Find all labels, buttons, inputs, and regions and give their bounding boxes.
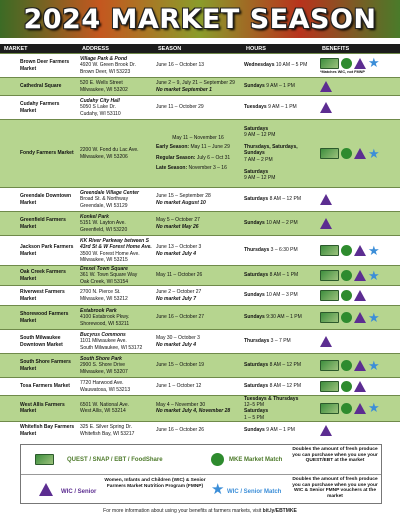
- text-line: 1101 Milwaukee Ave.: [80, 338, 127, 345]
- hours-part: 10 AM – 5 PM: [274, 62, 308, 69]
- table-row: [0, 236, 400, 266]
- table-row: [0, 266, 400, 286]
- wic-senior-triangle-icon: [354, 290, 366, 301]
- market-address: [78, 212, 154, 236]
- legend-mke-desc: Doubles the amount of fresh produce you can purchase when you use your QUEST/EBT at the market: [292, 447, 378, 464]
- wic-match-star-icon: ★: [368, 309, 380, 325]
- legend-wic-match-desc: Doubles the amount of fresh produce you can purchase when you use your WIC & Senior FMNP vouchers at the market: [292, 477, 378, 499]
- text-line: May 30 – October 3: [156, 335, 200, 342]
- legend-mke-label: MKE Market Match: [229, 457, 283, 463]
- market-address: [78, 54, 154, 78]
- text-line: June 13 – October 3: [156, 244, 202, 251]
- hours-part: Saturdays: [244, 362, 269, 369]
- hours-day: Tuesdays & Thursdays: [244, 396, 299, 402]
- text-line: Milwaukee, WI 53206: [80, 153, 128, 160]
- market-name: Fondy Farmers Market: [0, 120, 78, 188]
- table-header: [0, 44, 400, 53]
- market-address: [78, 378, 154, 396]
- market-hours: [242, 96, 316, 120]
- text-line: Broad St. & Northway: [80, 196, 129, 203]
- benefit-icons: [320, 145, 400, 161]
- market-benefits: [316, 306, 400, 330]
- market-benefits: [316, 330, 400, 354]
- hours-part: 9 AM – 1 PM: [266, 104, 297, 111]
- hours-time: 1 – 5 PM: [244, 414, 265, 421]
- text-line: June 11 – October 29: [156, 104, 204, 111]
- table-row: [0, 120, 400, 188]
- benefit-icons: [320, 218, 400, 229]
- wic-senior-triangle-icon: [354, 403, 366, 414]
- market-address: [78, 286, 154, 306]
- footer-text: For more information about using your benefits at farmers markets, visit: [103, 508, 262, 514]
- market-address: [78, 354, 154, 378]
- market-address: [78, 78, 154, 96]
- text-line: Greendale, WI 53129: [80, 202, 128, 209]
- mke-match-circle-icon: [341, 312, 352, 323]
- season-period-label: Late Season:: [156, 164, 188, 171]
- hours-time: 9 AM – 12 PM: [244, 175, 276, 181]
- market-address: [78, 120, 154, 188]
- wic-senior-triangle-icon: [320, 336, 332, 347]
- market-hours: [242, 266, 316, 286]
- text-line: No market July 7: [156, 295, 197, 302]
- season-period-dates: May 11 – June 29: [189, 144, 230, 151]
- benefits-legend: [20, 444, 382, 504]
- legend-wic-match-label: WIC / Senior Match: [227, 489, 282, 495]
- market-address: [78, 236, 154, 266]
- hours-day: Saturdays: [244, 125, 269, 132]
- hours-part: 8 AM – 12 PM: [268, 383, 301, 390]
- title-banner: [0, 0, 400, 38]
- quest-card-icon: [320, 360, 339, 371]
- text-line: Greendale Village Center: [80, 190, 140, 197]
- season-range: May 11 – November 16: [172, 135, 224, 142]
- market-name: South Shore Farmers Market: [0, 354, 78, 378]
- hours-entry: [244, 408, 314, 420]
- text-line: 5050 S Lake Dr.: [80, 104, 116, 111]
- hours-time: 9 AM – 12 PM: [244, 131, 276, 138]
- text-line: June 2 – October 27: [156, 289, 202, 296]
- market-name: Tosa Farmers Market: [0, 378, 78, 396]
- hours-part: 9:30 AM – 1 PM: [264, 314, 302, 321]
- market-name: Greendale Downtown Market: [0, 188, 78, 212]
- text-line: 361 W. Town Square Way: [80, 272, 138, 279]
- hours-part: Sundays: [244, 427, 265, 434]
- quest-card-icon: [320, 58, 339, 69]
- market-season: [154, 120, 242, 188]
- quest-card-icon: [320, 290, 339, 301]
- text-line: 325 E. Silver Spring Dr.: [80, 424, 132, 431]
- market-name: Brown Deer Farmers Market: [0, 54, 78, 78]
- market-season: [154, 236, 242, 266]
- wic-match-star-icon: ★: [368, 357, 380, 373]
- benefit-icons: [320, 242, 400, 258]
- table-row: [0, 78, 400, 96]
- benefit-icons: [320, 381, 400, 392]
- mke-match-circle-icon: [211, 453, 224, 466]
- text-line: No market August 10: [156, 199, 206, 206]
- market-benefits: [316, 54, 400, 78]
- market-hours: [242, 421, 316, 439]
- hours-part: Thursdays: [244, 338, 270, 345]
- table-row: [0, 396, 400, 422]
- text-line: No market July 4: [156, 341, 197, 348]
- market-hours: [242, 378, 316, 396]
- benefit-icons: [320, 402, 400, 414]
- table-row: [0, 421, 400, 439]
- text-line: 2200 W. Fond du Lac Ave.: [80, 147, 139, 154]
- text-line: Cudahy City Hall: [80, 98, 120, 105]
- legend-wic-label: WIC / Senior: [61, 489, 97, 495]
- market-season: [154, 396, 242, 422]
- text-line: Oak Creek, WI 53154: [80, 278, 129, 285]
- benefit-icons: [320, 336, 400, 347]
- market-benefits: [316, 96, 400, 120]
- wic-match-star-icon: ★: [368, 145, 380, 161]
- wic-senior-triangle-icon: [354, 58, 366, 69]
- quest-card-icon: [320, 148, 339, 159]
- wic-match-star-icon: ★: [368, 267, 380, 283]
- market-address: [78, 330, 154, 354]
- season-period: [156, 142, 240, 152]
- hours-part: Tuesdays: [244, 104, 267, 111]
- text-line: 4920 W. Green Brook Dr.: [80, 62, 136, 69]
- market-benefits: [316, 236, 400, 266]
- market-address: [78, 396, 154, 422]
- market-hours: [242, 120, 316, 188]
- hours-part: Sundays: [244, 314, 265, 321]
- hours-part: Thursdays: [244, 247, 270, 254]
- market-hours: [242, 396, 316, 422]
- hours-entry: [244, 123, 314, 141]
- wic-senior-triangle-icon: [354, 148, 366, 159]
- quest-card-icon: [320, 403, 339, 414]
- page-title: 2024 MARKET SEASON: [23, 3, 377, 35]
- wic-senior-triangle-icon: [354, 270, 366, 281]
- text-line: No market May 26: [156, 223, 199, 230]
- text-line: No market September 1: [156, 86, 212, 93]
- hours-part: 8 AM – 12 PM: [268, 362, 301, 369]
- market-table: [0, 53, 400, 439]
- table-row: [0, 54, 400, 78]
- wic-match-star-icon: ★: [368, 400, 380, 416]
- wic-senior-triangle-icon: [39, 483, 53, 496]
- market-name: Cudahy Farmers Market: [0, 96, 78, 120]
- text-line: Brown Deer, WI 53223: [80, 68, 131, 75]
- hours-part: Saturdays: [244, 272, 269, 279]
- table-row: [0, 330, 400, 354]
- market-name: West Allis Farmers Market: [0, 396, 78, 422]
- hours-time: 12–5 PM: [244, 402, 265, 409]
- text-line: West Allis, WI 53214: [80, 408, 126, 415]
- benefit-note: *Matches WIC, not FMNP: [320, 70, 365, 74]
- hours-day: Thursdays, Saturdays, Sundays: [244, 144, 298, 157]
- market-benefits: [316, 354, 400, 378]
- text-line: June 2 – 9, July 21 – September 29: [156, 80, 235, 87]
- col-market: MARKET: [4, 45, 28, 52]
- hours-part: 8 AM – 12 PM: [268, 196, 301, 203]
- table-row: [0, 188, 400, 212]
- text-line: Milwaukee, WI 53212: [80, 295, 128, 302]
- text-line: June 1 – October 12: [156, 383, 202, 390]
- text-line: No market July 4: [156, 250, 197, 257]
- market-season: [154, 354, 242, 378]
- benefit-icons: [320, 425, 400, 436]
- market-hours: [242, 78, 316, 96]
- market-season: [154, 330, 242, 354]
- hours-entry: [244, 396, 314, 408]
- market-benefits: [316, 396, 400, 422]
- market-address: [78, 188, 154, 212]
- wic-senior-triangle-icon: [354, 381, 366, 392]
- table-row: [0, 286, 400, 306]
- col-address: ADDRESS: [82, 45, 109, 52]
- market-season: [154, 266, 242, 286]
- market-address: [78, 421, 154, 439]
- wic-senior-triangle-icon: [354, 360, 366, 371]
- text-line: 7720 Harwood Ave.: [80, 380, 124, 387]
- text-line: 5151 W. Layton Ave.: [80, 220, 126, 227]
- market-name: Shorewood Farmers Market: [0, 306, 78, 330]
- market-name: Jackson Park Farmers Market: [0, 236, 78, 266]
- market-season: [154, 306, 242, 330]
- hours-entry: [244, 141, 314, 166]
- market-address: [78, 266, 154, 286]
- mke-match-circle-icon: [341, 360, 352, 371]
- market-benefits: [316, 266, 400, 286]
- hours-part: 3 – 6:30 PM: [269, 247, 298, 254]
- benefit-icons: [320, 81, 400, 92]
- benefit-icons: [320, 267, 400, 283]
- col-hours: HOURS: [246, 45, 266, 52]
- col-benefits: BENEFITS: [322, 45, 350, 52]
- hours-part: 10 AM – 2 PM: [264, 220, 298, 227]
- text-line: KK River Parkway between S 43rd St & W Forest Home Ave.: [80, 238, 152, 251]
- benefit-icons: [320, 102, 400, 113]
- market-benefits: [316, 212, 400, 236]
- market-name: Greenfield Farmers Market: [0, 212, 78, 236]
- market-season: [154, 188, 242, 212]
- text-line: 520 E. Wells Street: [80, 80, 123, 87]
- market-season: [154, 286, 242, 306]
- text-line: June 16 – October 26: [156, 427, 205, 434]
- mke-match-circle-icon: [341, 270, 352, 281]
- text-line: 3500 W. Forest Home Ave.: [80, 250, 140, 257]
- table-row: [0, 212, 400, 236]
- market-benefits: [316, 188, 400, 212]
- text-line: Greenfield, WI 53220: [80, 226, 128, 233]
- text-line: Milwaukee, WI 53215: [80, 256, 128, 263]
- market-name: Oak Creek Farmers Market: [0, 266, 78, 286]
- hours-day: Saturdays: [244, 408, 269, 415]
- hours-part: 3 – 7 PM: [269, 338, 291, 345]
- hours-part: Saturdays: [244, 383, 269, 390]
- text-line: 2700 N. Pierce St.: [80, 289, 121, 296]
- text-line: Whitefish Bay, WI 53217: [80, 430, 135, 437]
- benefit-icons: [320, 357, 400, 373]
- season-period-label: Early Season:: [156, 144, 190, 151]
- market-season: [154, 54, 242, 78]
- quest-card-icon: [320, 245, 339, 256]
- quest-card-icon: [35, 454, 54, 465]
- market-season: [154, 421, 242, 439]
- mke-match-circle-icon: [341, 58, 352, 69]
- wic-match-star-icon: ★: [368, 242, 380, 258]
- market-name: Riverwest Farmers Market: [0, 286, 78, 306]
- season-period: [156, 153, 240, 163]
- quest-card-icon: [320, 270, 339, 281]
- text-line: May 5 – October 27: [156, 217, 200, 224]
- text-line: Wauwatosa, WI 53213: [80, 386, 131, 393]
- benefit-icons: [320, 309, 400, 325]
- market-hours: [242, 330, 316, 354]
- market-hours: [242, 236, 316, 266]
- market-season: [154, 212, 242, 236]
- hours-part: 9 AM – 1 PM: [264, 427, 295, 434]
- table-row: [0, 96, 400, 120]
- wic-senior-triangle-icon: [320, 425, 332, 436]
- text-line: June 15 – September 28: [156, 193, 211, 200]
- footer: [0, 508, 400, 514]
- text-line: June 16 – October 13: [156, 62, 205, 69]
- text-line: June 15 – October 19: [156, 362, 205, 369]
- text-line: May 4 – November 30: [156, 402, 206, 409]
- text-line: South Shore Park: [80, 356, 122, 363]
- hours-part: Saturdays: [244, 196, 269, 203]
- market-benefits: [316, 378, 400, 396]
- table-row: [0, 378, 400, 396]
- wic-senior-triangle-icon: [320, 81, 332, 92]
- quest-card-icon: [320, 381, 339, 392]
- hours-part: 10 AM – 3 PM: [264, 292, 298, 299]
- season-period-label: Regular Season:: [156, 154, 196, 161]
- mke-match-circle-icon: [341, 245, 352, 256]
- text-line: Bucyrus Commons: [80, 332, 126, 339]
- market-hours: [242, 286, 316, 306]
- wic-senior-triangle-icon: [320, 102, 332, 113]
- text-line: May 11 – October 26: [156, 272, 203, 279]
- text-line: 2900 S. Shore Drive: [80, 362, 126, 369]
- footer-link[interactable]: bit.ly/EBTMKE: [262, 508, 297, 514]
- mke-match-circle-icon: [341, 290, 352, 301]
- quest-card-icon: [320, 312, 339, 323]
- market-benefits: [316, 421, 400, 439]
- hours-part: 9 AM – 1 PM: [264, 83, 295, 90]
- hours-day: Saturdays: [244, 168, 269, 175]
- text-line: Village Park & Pond: [80, 56, 128, 63]
- table-row: [0, 354, 400, 378]
- text-line: Milwaukee, WI 53207: [80, 368, 128, 375]
- hours-entry: [244, 166, 314, 184]
- market-season: [154, 378, 242, 396]
- wic-senior-triangle-icon: [320, 218, 332, 229]
- market-benefits: [316, 78, 400, 96]
- legend-divider: [21, 474, 381, 475]
- wic-match-star-icon: ★: [211, 481, 225, 498]
- season-period-dates: November 3 – 16: [187, 164, 227, 171]
- mke-match-circle-icon: [341, 381, 352, 392]
- table-row: [0, 306, 400, 330]
- market-season: [154, 96, 242, 120]
- wic-senior-triangle-icon: [320, 194, 332, 205]
- mke-match-circle-icon: [341, 148, 352, 159]
- legend-wic-desc: Women, Infants and Children (WIC) & Senior Farmers Market Nutrition Program (FMNP): [104, 478, 206, 489]
- market-name: Whitefish Bay Farmers Market: [0, 421, 78, 439]
- market-hours: [242, 306, 316, 330]
- market-name: South Milwaukee Downtown Market: [0, 330, 78, 354]
- benefit-icons: [320, 57, 400, 69]
- benefit-icons: [320, 194, 400, 205]
- wic-senior-triangle-icon: [354, 245, 366, 256]
- market-benefits: [316, 286, 400, 306]
- mke-match-circle-icon: [341, 403, 352, 414]
- market-benefits: [316, 120, 400, 188]
- text-line: Milwaukee, WI 53202: [80, 86, 128, 93]
- hours-part: Sundays: [244, 292, 265, 299]
- season-period: [156, 163, 240, 173]
- market-name: Cathedral Square: [0, 78, 78, 96]
- text-line: Shorewood, WI 53211: [80, 320, 130, 327]
- hours-part: Sundays: [244, 220, 265, 227]
- text-line: Drexel Town Square: [80, 266, 128, 273]
- text-line: Estabrook Park: [80, 308, 117, 315]
- market-address: [78, 306, 154, 330]
- text-line: 6501 W. National Ave.: [80, 402, 130, 409]
- legend-quest-label: QUEST / SNAP / EBT / FoodShare: [67, 457, 163, 463]
- col-season: SEASON: [158, 45, 182, 52]
- text-line: No market July 4, November 28: [156, 408, 231, 415]
- market-hours: [242, 188, 316, 212]
- hours-part: 8 AM – 1 PM: [268, 272, 299, 279]
- hours-time: 7 AM – 2 PM: [244, 156, 273, 163]
- text-line: 4100 Estabrook Pkwy.: [80, 314, 130, 321]
- hours-part: Sundays: [244, 83, 265, 90]
- text-line: South Milwaukee, WI 53172: [80, 344, 143, 351]
- market-hours: [242, 54, 316, 78]
- text-line: Konkel Park: [80, 214, 109, 221]
- market-hours: [242, 212, 316, 236]
- benefit-icons: [320, 290, 400, 301]
- text-line: June 16 – October 27: [156, 314, 205, 321]
- hours-part: Wednesdays: [244, 62, 275, 69]
- market-address: [78, 96, 154, 120]
- text-line: Cudahy, WI 53110: [80, 110, 121, 117]
- wic-senior-triangle-icon: [354, 312, 366, 323]
- market-season: [154, 78, 242, 96]
- season-period-dates: July 6 – Oct 31: [195, 154, 231, 161]
- wic-match-star-icon: ★: [368, 55, 380, 70]
- market-hours: [242, 354, 316, 378]
